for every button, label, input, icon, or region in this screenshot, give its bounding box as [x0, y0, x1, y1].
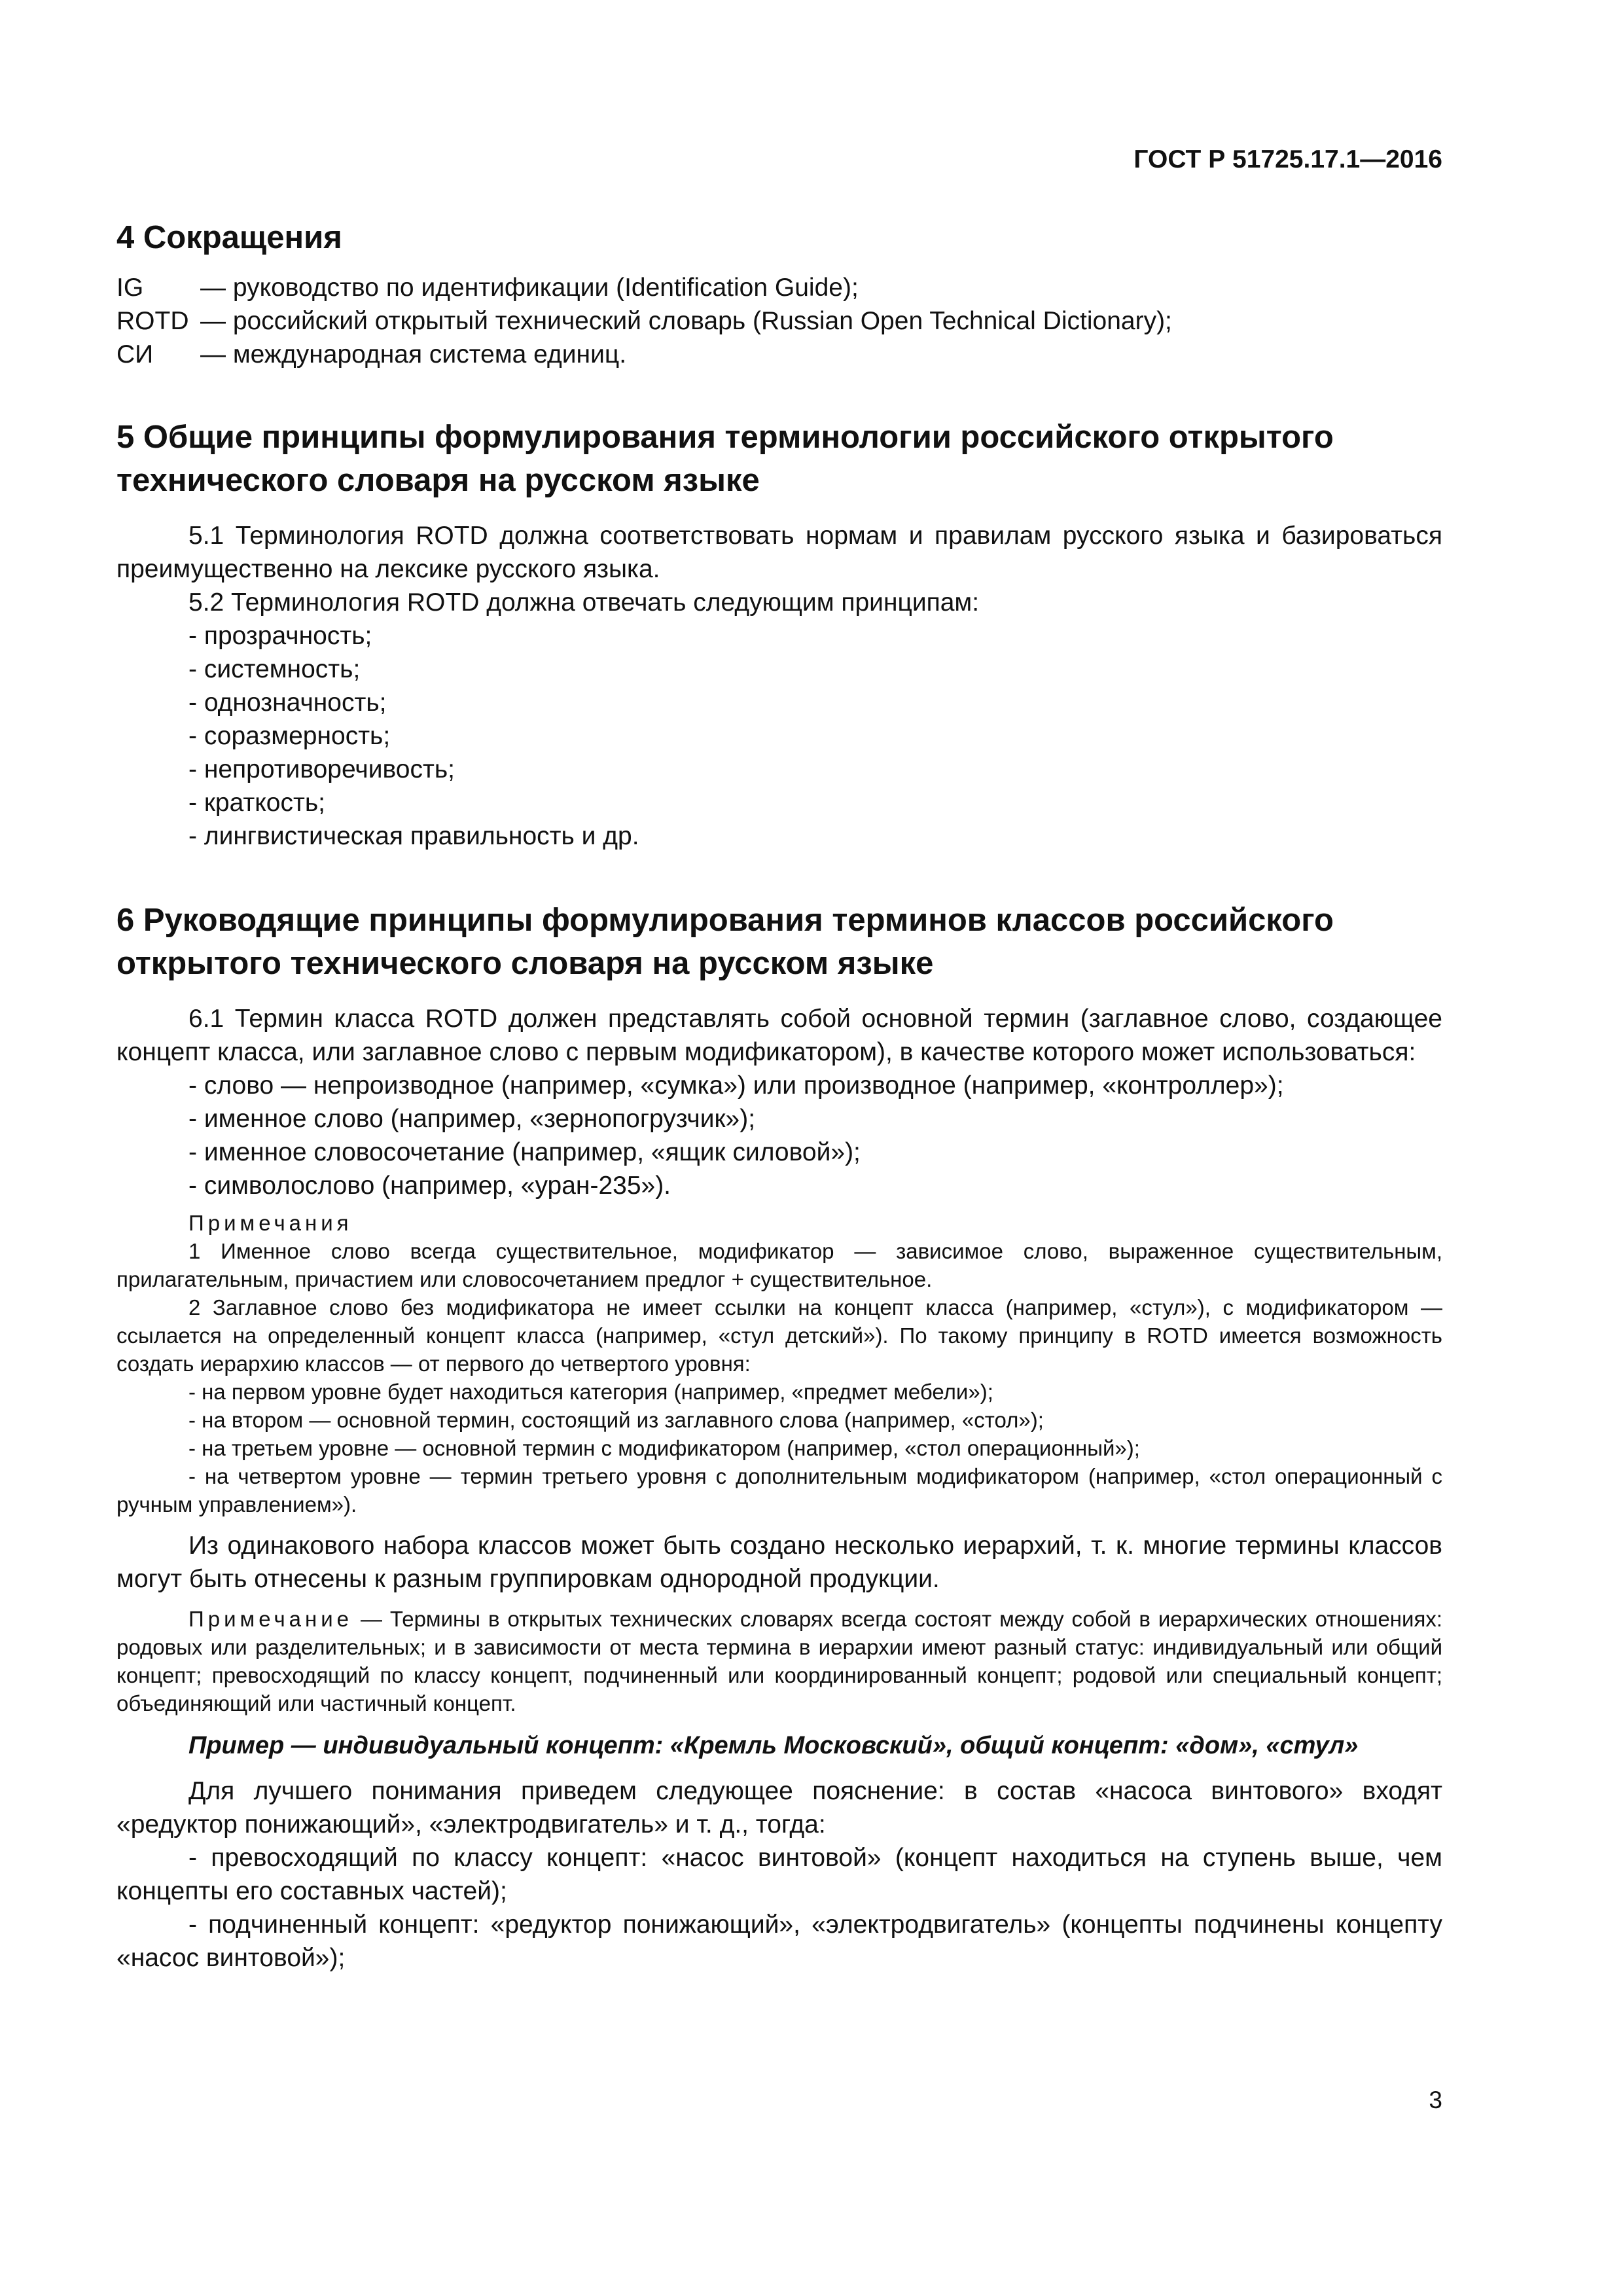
abbreviation-term: IG: [116, 274, 144, 302]
section-6-title: 6 Руководящие принципы формулирования терминов классов российского открытого технического словаря на русском языке: [116, 903, 1334, 981]
note-1: 1 Именное слово всегда существительное, модификатор — зависимое слово, выраженное существительным, прилагательным, причастием или словосочетанием предлог + существительное.: [116, 1239, 1442, 1291]
abbreviation-row: [116, 304, 1442, 338]
note-list-item: - на первом уровне будет находиться категория (например, «предмет мебели»);: [188, 1380, 993, 1404]
notes-heading: Примечания: [188, 1211, 353, 1235]
abbreviation-definition: — руководство по идентификации (Identification Guide);: [200, 274, 859, 302]
section-5-title: 5 Общие принципы формулирования терминологии российского открытого технического словаря на русском языке: [116, 420, 1334, 498]
list-item: - именное слово (например, «зернопогрузчик»);: [188, 1105, 756, 1133]
list-item: - однозначность;: [188, 689, 387, 717]
abbreviation-definition: — российский открытый технический словарь (Russian Open Technical Dictionary);: [200, 307, 1172, 335]
paragraph-5-2: 5.2 Терминология ROTD должна отвечать следующим принципам:: [188, 588, 980, 617]
principles-list: [116, 619, 1442, 853]
list-item: - непротиворечивость;: [188, 755, 455, 783]
list-item: - соразмерность;: [188, 722, 391, 750]
note-2: 2 Заглавное слово без модификатора не имеет ссылки на концепт класса (например, «стул»), с модификатором — ссылается на определенный концепт класса (например, «стул детский»). По такому принципу в ROTD имеется возможность создать иерархию классов — от первого до четвертого уровня:: [116, 1295, 1442, 1376]
abbreviation-row: [116, 271, 1442, 304]
section-4-title: 4 Сокращения: [116, 220, 342, 255]
note-list-item: - на втором — основной термин, состоящий из заглавного слова (например, «стол»);: [188, 1408, 1044, 1432]
page-content: [116, 216, 1442, 1975]
note-list-item: - на третьем уровне — основной термин с модификатором (например, «стол операционный»);: [188, 1436, 1140, 1460]
note-3-label: Примечание: [188, 1607, 353, 1631]
paragraph-explanation: Для лучшего понимания приведем следующее пояснение: в состав «насоса винтового» входят «редуктор понижающий», «электродвигатель» и т. д., тогда:: [116, 1777, 1442, 1839]
list-item: - прозрачность;: [188, 622, 372, 650]
list-item: - превосходящий по классу концепт: «насос винтовой» (концепт находиться на ступень выше, чем концепты его составных частей);: [116, 1844, 1442, 1905]
abbreviation-row: [116, 338, 1442, 371]
list-item: - системность;: [188, 655, 361, 683]
term-types-list: [116, 1069, 1442, 1202]
list-item: - именное словосочетание (например, «ящик силовой»);: [188, 1138, 861, 1166]
paragraph-hierarchies: Из одинакового набора классов может быть создано несколько иерархий, т. к. многие термины классов могут быть отнесены к разным группировкам однородной продукции.: [116, 1532, 1442, 1593]
note-list-item: - на четвертом уровне — термин третьего уровня с дополнительным модификатором (например, «стол операционный с ручным управлением»).: [116, 1464, 1442, 1516]
page-number: 3: [1429, 2087, 1442, 2113]
list-item: - лингвистическая правильность и др.: [188, 822, 639, 850]
abbreviation-term: СИ: [116, 340, 154, 368]
list-item: - символослово (например, «уран-235»).: [188, 1172, 671, 1200]
abbreviation-list: [116, 271, 1442, 371]
abbreviation-definition: — международная система единиц.: [200, 340, 627, 368]
paragraph-5-1: 5.1 Терминология ROTD должна соответствовать нормам и правилам русского языка и базироваться преимущественно на лексике русского языка.: [116, 522, 1442, 583]
note-3-text: — Термины в открытых технических словарях всегда состоят между собой в иерархических отношениях: родовых или разделительных; и в зависимости от места термина в иерархии имеют разный статус: индивидуальный или общий концепт; превосходящий по классу концепт, подчиненный или координированный концепт; родовой или специальный концепт; объединяющий или частичный концепт.: [116, 1607, 1442, 1715]
standard-code: ГОСТ Р 51725.17.1—2016: [1133, 145, 1442, 173]
example-line: Пример — индивидуальный концепт: «Кремль Московский», общий концепт: «дом», «стул»: [188, 1732, 1359, 1759]
paragraph-6-1: 6.1 Термин класса ROTD должен представлять собой основной термин (заглавное слово, создающее концепт класса, или заглавное слово с первым модификатором), в качестве которого может использоваться:: [116, 1005, 1442, 1066]
list-item: - подчиненный концепт: «редуктор понижающий», «электродвигатель» (концепты подчинены концепту «насос винтовой»);: [116, 1910, 1442, 1972]
note-3: [116, 1605, 1442, 1717]
abbreviation-term: ROTD: [116, 307, 189, 335]
list-item: - краткость;: [188, 789, 325, 817]
list-item: - слово — непроизводное (например, «сумка») или производное (например, «контроллер»);: [188, 1071, 1284, 1100]
